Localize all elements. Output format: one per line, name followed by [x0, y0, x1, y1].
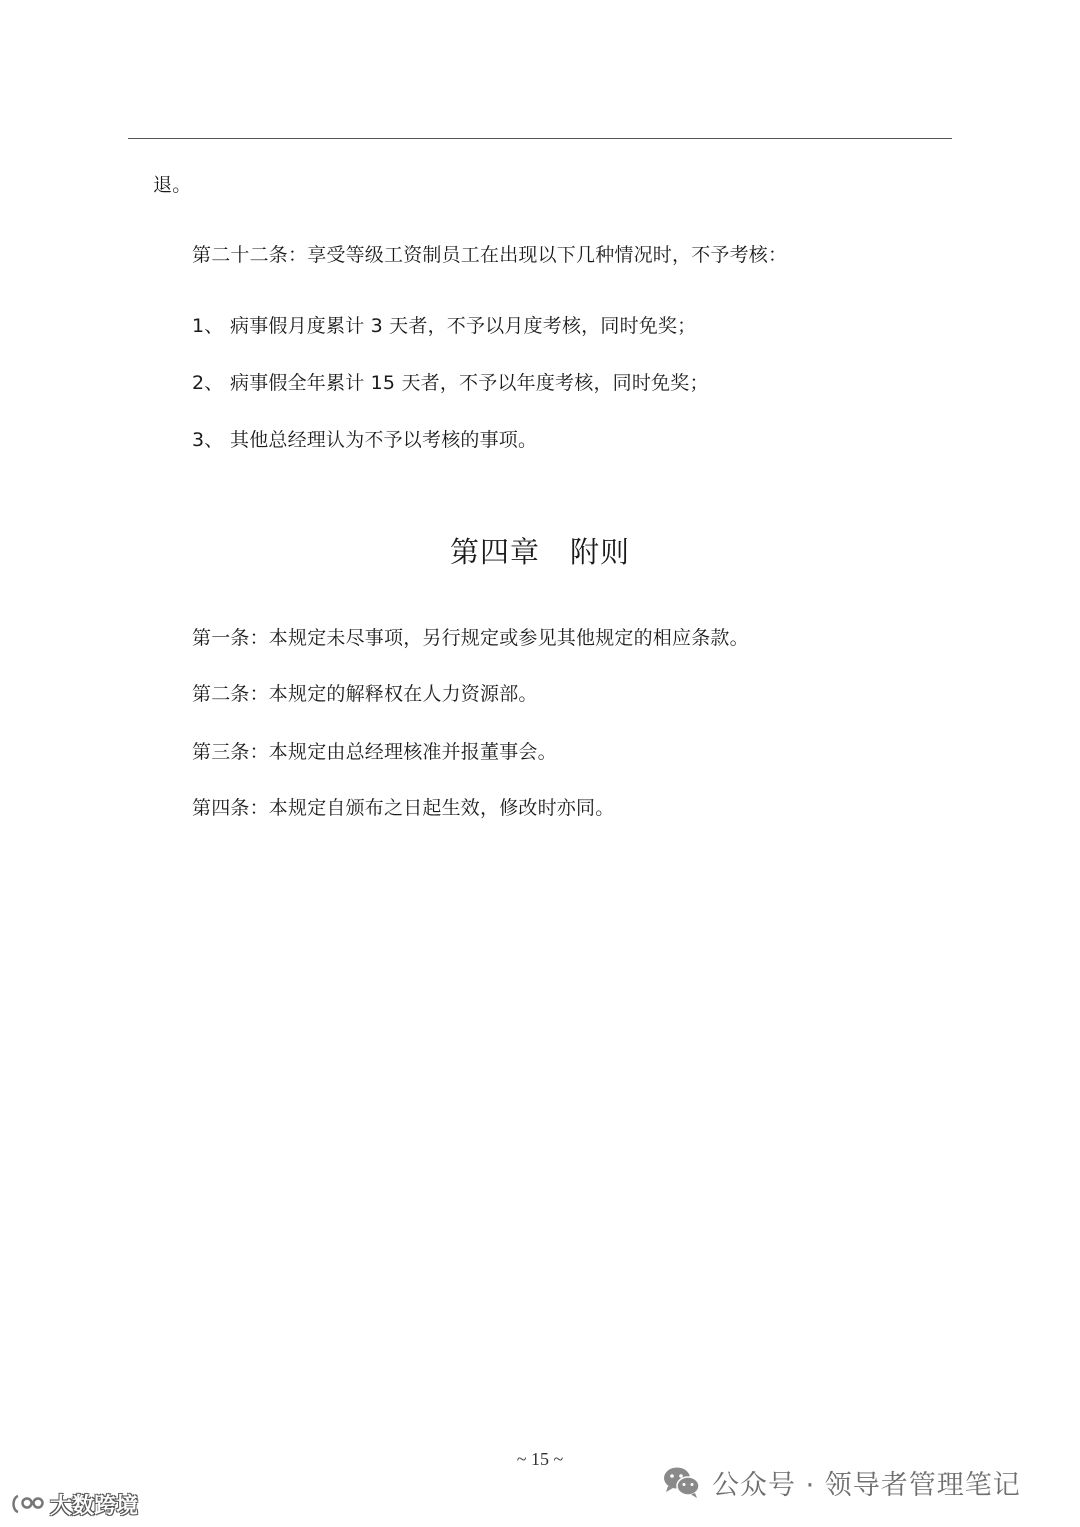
article-4: 第四条：本规定自颁布之日起生效，修改时亦同。 — [192, 797, 615, 819]
chapter-number: 第四章 — [449, 535, 540, 569]
list-item — [192, 427, 537, 453]
chapter-title — [0, 532, 1080, 572]
list-item-text: 病事假全年累计 15 天者，不予以年度考核，同时免奖； — [230, 372, 709, 394]
continuation-text: 退。 — [153, 174, 192, 196]
wechat-watermark — [662, 1462, 1021, 1502]
list-item-text: 病事假月度累计 3 天者，不予以月度考核，同时免奖； — [230, 315, 697, 337]
brand-watermark — [10, 1488, 138, 1520]
page-number: ~ 15 ~ — [516, 1449, 564, 1469]
list-item — [192, 370, 709, 396]
list-item-number: 3、 — [192, 429, 224, 451]
list-item-number: 1、 — [192, 315, 224, 337]
wechat-watermark-text: 公众号 · 领导者管理笔记 — [712, 1469, 1021, 1501]
list-item-number: 2、 — [192, 372, 224, 394]
chapter-name: 附则 — [570, 535, 631, 569]
article-22-heading: 第二十二条：享受等级工资制员工在出现以下几种情况时，不予考核： — [192, 244, 788, 266]
header-rule — [128, 138, 952, 139]
list-item — [192, 313, 696, 339]
list-item-text: 其他总经理认为不予以考核的事项。 — [230, 429, 538, 451]
logo-icon — [10, 1492, 46, 1516]
article-3: 第三条：本规定由总经理核准并报董事会。 — [192, 741, 557, 763]
article-2: 第二条：本规定的解释权在人力资源部。 — [192, 683, 538, 705]
article-1: 第一条：本规定未尽事项，另行规定或参见其他规定的相应条款。 — [192, 627, 749, 649]
wechat-icon — [662, 1465, 702, 1499]
brand-watermark-text: 大数跨境 — [50, 1493, 139, 1519]
